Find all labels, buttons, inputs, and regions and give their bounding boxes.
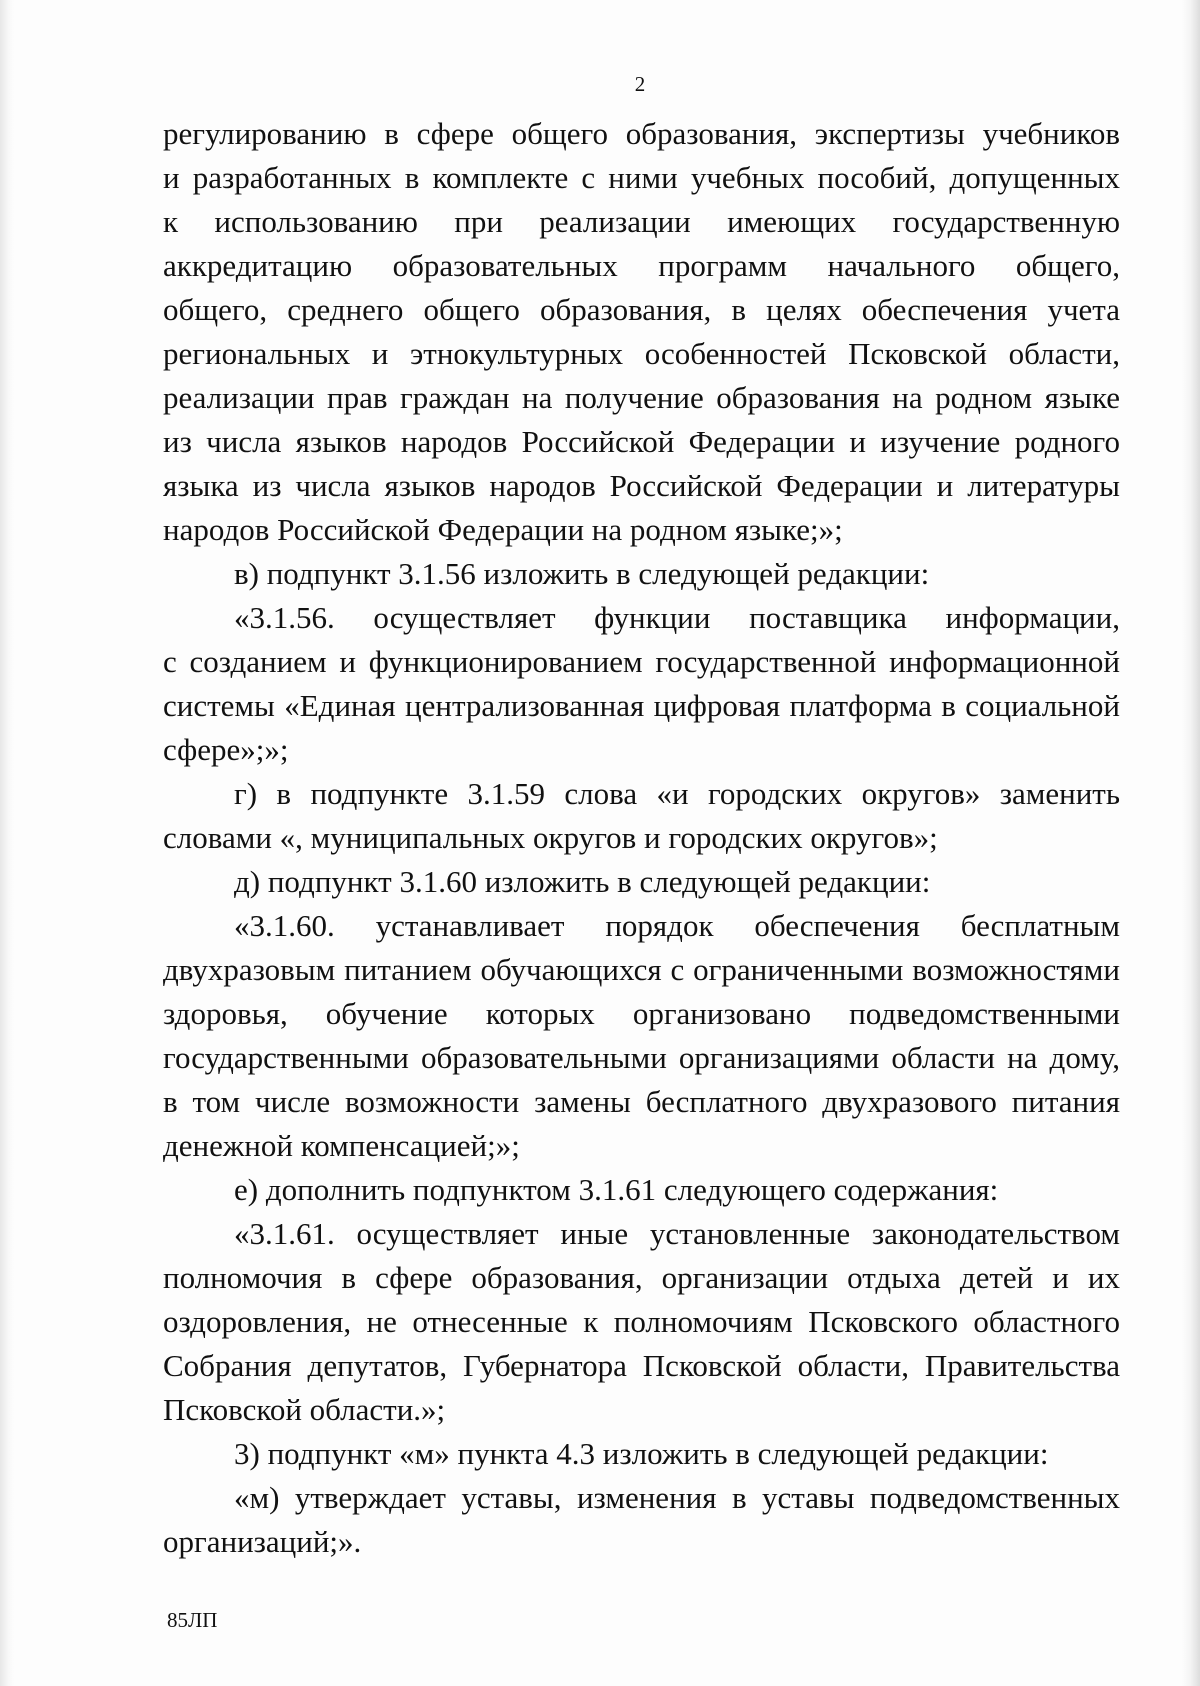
text-line: двухразовым питанием обучающихся с ограниченными возможностями [163, 952, 1120, 987]
text-line: е) дополнить подпунктом 3.1.61 следующего содержания: [234, 1172, 999, 1207]
text-line: 3) подпункт «м» пункта 4.3 изложить в следующей редакции: [234, 1436, 1049, 1471]
text-line: полномочия в сфере образования, организации отдыха детей и их [163, 1260, 1120, 1295]
scan-edge-right [1182, 0, 1200, 1686]
document-code: 85ЛП [167, 1608, 218, 1632]
text-line: оздоровления, не отнесенные к полномочиям Псковского областного [163, 1304, 1120, 1339]
text-line: сфере»;»; [163, 732, 289, 767]
text-line: Собрания депутатов, Губернатора Псковской области, Правительства [163, 1348, 1120, 1383]
text-line: «3.1.56. осуществляет функции поставщика информации, [234, 600, 1120, 635]
text-line: народов Российской Федерации на родном языке;»; [163, 512, 843, 547]
text-line: г) в подпункте 3.1.59 слова «и городских округов» заменить [234, 776, 1120, 811]
scan-edge-left [0, 0, 14, 1686]
text-line: денежной компенсацией;»; [163, 1128, 520, 1163]
text-line: регулированию в сфере общего образования, экспертизы учебников [163, 116, 1120, 151]
text-line: реализации прав граждан на получение образования на родном языке [163, 380, 1120, 415]
text-line: «м) утверждает уставы, изменения в уставы подведомственных [234, 1480, 1120, 1515]
text-line: здоровья, обучение которых организовано подведомственными [163, 996, 1120, 1031]
text-line: «3.1.61. осуществляет иные установленные законодательством [234, 1216, 1120, 1251]
text-line: языка из числа языков народов Российской Федерации и литературы [163, 468, 1120, 503]
text-line: словами «, муниципальных округов и городских округов»; [163, 820, 938, 855]
document-body [163, 112, 1120, 1564]
text-line: к использованию при реализации имеющих государственную [163, 204, 1120, 239]
text-line: организаций;». [163, 1524, 362, 1559]
text-line: д) подпункт 3.1.60 изложить в следующей редакции: [234, 864, 931, 899]
text-line: и разработанных в комплекте с ними учебных пособий, допущенных [163, 160, 1120, 195]
text-line: системы «Единая централизованная цифровая платформа в социальной [163, 688, 1120, 723]
text-line: в том числе возможности замены бесплатного двухразового питания [163, 1084, 1120, 1119]
text-line: общего, среднего общего образования, в целях обеспечения учета [163, 292, 1120, 327]
text-line: с созданием и функционированием государственной информационной [163, 644, 1120, 679]
text-line: государственными образовательными организациями области на дому, [163, 1040, 1120, 1075]
text-line: в) подпункт 3.1.56 изложить в следующей редакции: [234, 556, 930, 591]
text-line: Псковской области.»; [163, 1392, 446, 1427]
text-line: «3.1.60. устанавливает порядок обеспечения бесплатным [234, 908, 1120, 943]
page-number: 2 [634, 72, 646, 96]
text-line: аккредитацию образовательных программ начального общего, [163, 248, 1120, 283]
text-line: региональных и этнокультурных особенностей Псковской области, [163, 336, 1120, 371]
text-line: из числа языков народов Российской Федерации и изучение родного [163, 424, 1120, 459]
